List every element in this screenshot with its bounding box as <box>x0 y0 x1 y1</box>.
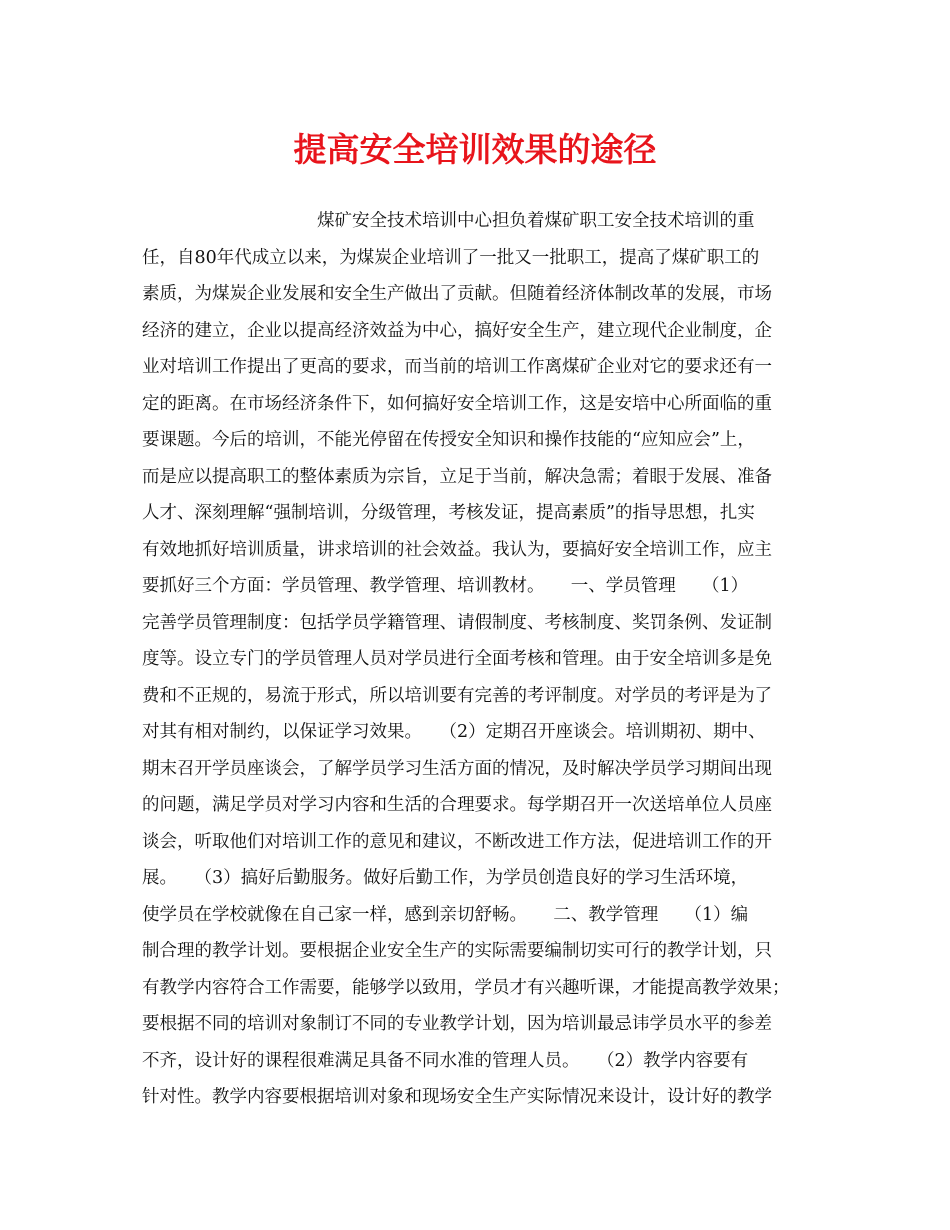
body-line: 素质，为煤炭企业发展和安全生产做出了贡献。但随着经济体制改革的发展，市场 <box>142 284 772 304</box>
body-line: 的问题，满足学员对学习内容和生活的合理要求。每学期召开一次送培单位人员座 <box>142 795 772 815</box>
body-line: 度等。设立专门的学员管理人员对学员进行全面考核和管理。由于安全培训多是免 <box>142 649 772 669</box>
body-line: 有效地抓好培训质量，讲求培训的社会效益。我认为，要搞好安全培训工作，应主 <box>142 539 772 560</box>
body-line: 使学员在学校就像在自己家一样，感到亲切舒畅。 二、教学管理 （1）编 <box>142 904 749 925</box>
body-line: 对其有相对制约，以保证学习效果。 （2）定期召开座谈会。培训期初、期中、 <box>142 722 766 742</box>
body-line: 要课题。今后的培训，不能光停留在传授安全知识和操作技能的“应知应会”上， <box>142 430 755 450</box>
body-line: 费和不正规的，易流于形式，所以培训要有完善的考评制度。对学员的考评是为了 <box>142 685 772 706</box>
body-line: 针对性。教学内容要根据培训对象和现场安全生产实际情况来设计，设计好的教学 <box>142 1087 772 1107</box>
body-line: 经济的建立，企业以提高经济效益为中心，搞好安全生产，建立现代企业制度，企 <box>142 320 772 341</box>
body-line: 展。 （3）搞好后勤服务。做好后勤工作，为学员创造良好的学习生活环境， <box>142 868 749 888</box>
body-line: 煤矿安全技术培训中心担负着煤矿职工安全技术培训的重 <box>142 211 755 231</box>
body-line: 定的距离。在市场经济条件下，如何搞好安全培训工作，这是安培中心所面临的重 <box>142 393 772 414</box>
body-line: 要根据不同的培训对象制订不同的专业教学计划，因为培训最忌讳学员水平的参差 <box>142 1014 772 1034</box>
body-line: 谈会，听取他们对培训工作的意见和建议，不断改进工作方法，促进培训工作的开 <box>142 831 772 852</box>
body-line: 要抓好三个方面：学员管理、教学管理、培训教材。 一、学员管理 （1） <box>142 576 749 596</box>
body-line: 人才、深刻理解“强制培训，分级管理，考核发证，提高素质”的指导思想，扎实 <box>142 503 755 523</box>
body-line: 期末召开学员座谈会，了解学员学习生活方面的情况，及时解决学员学习期间出现 <box>142 758 772 779</box>
body-line: 而是应以提高职工的整体素质为宗旨，立足于当前，解决急需；着眼于发展、准备 <box>142 466 772 487</box>
body-line: 制合理的教学计划。要根据企业安全生产的实际需要编制切实可行的教学计划，只 <box>142 941 772 961</box>
body-line: 有教学内容符合工作需要，能够学以致用，学员才有兴趣听课，才能提高教学效果； <box>142 977 790 998</box>
document-body <box>142 203 822 1116</box>
body-line: 不齐，设计好的课程很难满足具备不同水准的管理人员。 （2）教学内容要有 <box>142 1050 749 1071</box>
body-line: 任，自80年代成立以来，为煤炭企业培训了一批又一批职工，提高了煤矿职工的 <box>142 247 760 268</box>
body-line: 业对培训工作提出了更高的要求，而当前的培训工作离煤矿企业对它的要求还有一 <box>142 357 772 377</box>
body-line: 完善学员管理制度：包括学员学籍管理、请假制度、考核制度、奖罚条例、发证制 <box>142 612 772 633</box>
document-title: 提高安全培训效果的途径 <box>293 130 657 169</box>
